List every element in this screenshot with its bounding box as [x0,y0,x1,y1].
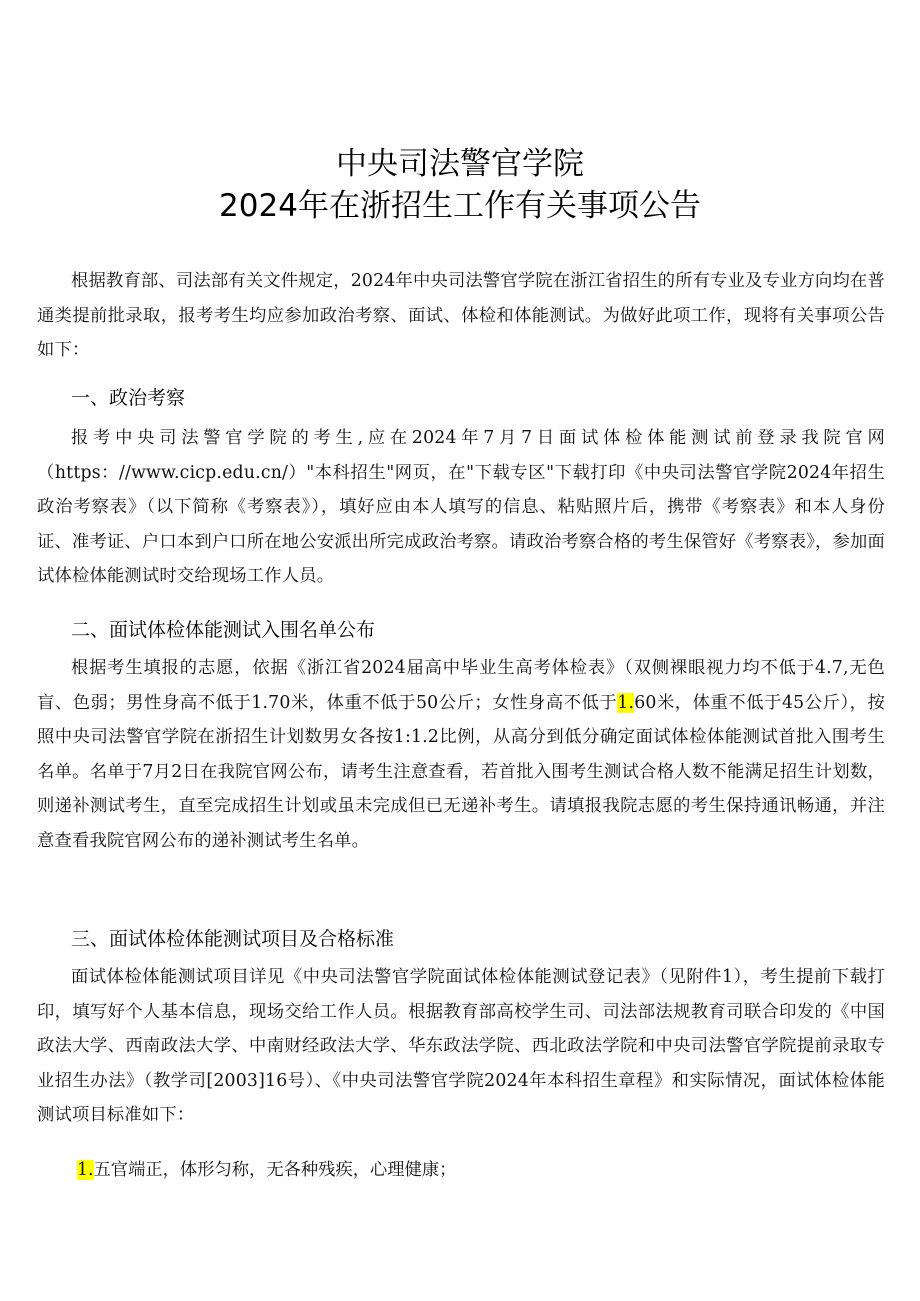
list-item [77,1155,456,1185]
document-title-line1: 中央司法警官学院 [336,146,584,182]
section1-heading: 一、政治考察 [71,387,186,409]
section2-paragraph [37,651,885,859]
section3-heading: 三、面试体检体能测试项目及合格标准 [71,928,395,950]
list-item-number: 1. [77,1160,94,1180]
section1-paragraph: 报考中央司法警官学院的考生,应在2024年7月7日面试体检体能测试前登录我院官网（https：//www.cicp.edu.cn/）"本科招生"网页，在"下载专区"下载打印《中央司法警官学院2024年招生政治考察表》（以下简称《考察表》），填好应由本人填写的信息、粘贴照片后，携带《考察表》和本人身份证、准考证、户口本到户口所在地公安派出所完成政治考察。请政治考察合格的考生保管好《考察表》，参加面试体检体能测试时交给现场工作人员。 [37,428,885,587]
section3-paragraph: 面试体检体能测试项目详见《中央司法警官学院面试体检体能测试登记表》（见附件1），考生提前下载打印，填写好个人基本信息，现场交给工作人员。根据教育部高校学生司、司法部法规教育司联合印发的《中国政法大学、西南政法大学、中南财经政法大学、华东政法学院、西北政法学院和中央司法警官学院提前录取专业招生办法》（教学司[2003]16号）、《中央司法警官学院2024年本科招生章程》和实际情况，面试体检体能测试项目标准如下： [37,967,885,1126]
intro-paragraph: 根据教育部、司法部有关文件规定，2024年中央司法警官学院在浙江省招生的所有专业及专业方向均在普通类提前批录取，报考考生均应参加政治考察、面试、体检和体能测试。为做好此项工作，现将有关事项公告如下： [37,271,885,361]
document-title-line2: 2024年在浙招生工作有关事项公告 [219,188,701,224]
highlighted-text: 1. [617,692,635,713]
list-item-text: 五官端正，体形匀称，无各种残疾，心理健康； [93,1160,457,1180]
section2-text-part1: 根据考生填报的志愿，依据《浙江省2024届高中毕业生高考体检表》（双侧裸眼视力均不低于4.7,无色盲、色弱；男性身高不低于1.70米，体重不低于50公斤；女性身高不低于 [37,658,885,713]
section2-heading: 二、面试体检体能测试入围名单公布 [71,619,376,641]
section2-text-part2: 60米，体重不低于45公斤），按照中央司法警官学院在浙招生计划数男女各按1:1.2比例，从高分到低分确定面试体检体能测试首批入围考生名单。名单于7月2日在我院官网公布，请考生注意查看，若首批入围考生测试合格人数不能满足招生计划数，则递补测试考生，直至完成招生计划或虽未完成但已无递补考生。请填报我院志愿的考生保持通讯畅通，并注意查看我院官网公布的递补测试考生名单。 [37,692,885,851]
